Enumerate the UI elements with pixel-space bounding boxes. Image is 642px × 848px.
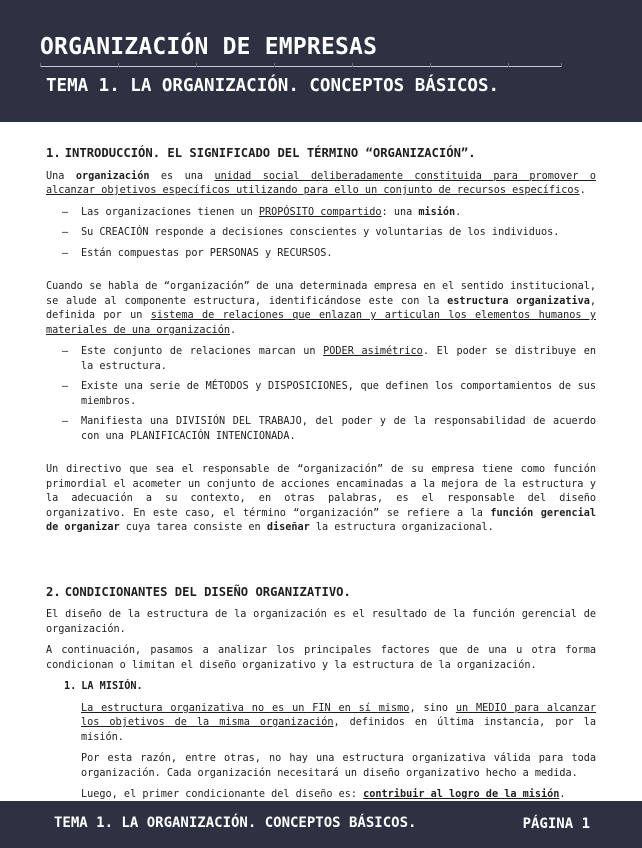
chapter-title: TEMA 1. LA ORGANIZACIÓN. CONCEPTOS BÁSICOS. (46, 76, 500, 96)
bold-text: estructura organizativa (447, 295, 590, 307)
section-2-heading (46, 585, 596, 600)
text-run: Este conjunto de relaciones marcan un (81, 346, 324, 357)
text-run: . (230, 324, 237, 336)
underlined-text: PROPÓSITO compartido (258, 206, 382, 218)
section-1-paragraph-1 (46, 170, 596, 199)
text-run: Luego, el primer condicionante del diseño es: (81, 789, 364, 800)
text-run: . (579, 185, 586, 196)
underlined-text: PODER asimétrico (323, 346, 423, 357)
page-number: PÁGINA 1 (522, 816, 590, 832)
spacer (46, 543, 596, 585)
footer-chapter-title: TEMA 1. LA ORGANIZACIÓN. CONCEPTOS BÁSICOS. (54, 815, 417, 831)
section-1-paragraph-2 (46, 280, 596, 338)
bullet-list-1 (46, 206, 596, 262)
text-run: . (455, 206, 462, 218)
bold-text: función gerencial de organizar (46, 507, 596, 533)
mission-paragraph-1 (81, 702, 596, 746)
underlined-text: La estructura organizativa no es un FIN en sí mismo (81, 702, 410, 714)
list-item: – Están compuestas por PERSONAS y RECURSOS. (46, 247, 596, 262)
text-run: : una (381, 206, 419, 218)
text-run: es una (149, 170, 215, 182)
text-run: Las organizaciones tienen un (81, 206, 259, 218)
section-1-title: INTRODUCCIÓN. EL SIGNIFICADO DEL TÉRMINO “ORGANIZACIÓN”. (64, 146, 476, 160)
bold-underlined-text: contribuir al logro de la misión (363, 789, 560, 800)
page-footer (0, 801, 642, 848)
underlined-text: sistema de relaciones que enlazan y articulan los elementos humanos y materiales de una organización (46, 310, 596, 336)
section-1-paragraph-3 (46, 463, 596, 536)
list-item (46, 206, 596, 221)
mission-paragraph-2: Por esta razón, entre otras, no hay una estructura organizativa válida para toda organización. Cada organización necesitará un diseño organizativo hecho a medida. (81, 753, 596, 779)
section-2-number: 2. (46, 584, 61, 599)
text-run: . (559, 789, 566, 800)
section-1-number: 1. (46, 146, 61, 160)
numbered-item-number: 1. (64, 681, 77, 692)
section-2-paragraph-2: A continuación, pasamos a analizar los principales factores que de una u otra forma condicionan o limitan el diseño organizativo y la estructura de la organización. (46, 645, 596, 671)
document-body (46, 146, 596, 810)
header-divider-ticks (40, 63, 562, 67)
underlined-text: un MEDIO para alcanzar los objetivos de la misma organización (81, 702, 597, 728)
text-run: , definida por un (46, 295, 597, 321)
text-run: , sino (409, 702, 456, 714)
spacer (46, 452, 596, 463)
text-run: , definidos en última instancia, por la misión. (81, 717, 597, 743)
section-2-title: CONDICIONANTES DEL DISEÑO ORGANIZATIVO. (64, 584, 351, 599)
page-header (0, 0, 642, 122)
text-run: Un directivo que sea el responsable de “organización” de su empresa tiene como función primordial el acometer un conjunto de acciones encaminadas a la mejora de la estructura y la adecuación a su contexto, en otras palabras, es el responsable del diseño organizativo. En este caso, el término “organización” se refiere a la (46, 464, 596, 519)
list-item: – Existe una serie de MÉTODOS y DISPOSICIONES, que definen los comportamientos de sus miembros. (46, 380, 596, 409)
bullet-list-2 (46, 345, 596, 444)
list-item (46, 345, 596, 374)
underlined-text: unidad social deliberadamente constituida para promover o alcanzar objetivos específicos utilizando para ello un conjunto de recursos específicos (46, 170, 596, 196)
text-run: la estructura organizacional. (309, 522, 494, 533)
numbered-item-body (81, 702, 596, 803)
numbered-item-heading (64, 680, 596, 695)
document-title: ORGANIZACIÓN DE EMPRESAS (40, 34, 378, 60)
text-run: cuya tarea consiste en (119, 522, 267, 533)
text-run: Una (46, 170, 76, 182)
bold-text: diseñar (266, 522, 310, 533)
list-item: – Manifiesta una DIVISIÓN DEL TRABAJO, del poder y de la responsabilidad de acuerdo con una PLANIFICACIÓN INTENCIONADA. (46, 415, 596, 444)
numbered-item-title: LA MISIÓN. (81, 681, 143, 692)
numbered-item-mission (64, 680, 596, 803)
spacer (46, 269, 596, 280)
text-run: Cuando se habla de “organización” de una determinada empresa en el sentido institucional, se alude al componente estructura, identificándose este con la (46, 281, 596, 307)
list-item: – Su CREACIÓN responde a decisiones conscientes y voluntarias de los individuos. (46, 226, 596, 241)
section-1-heading (46, 146, 596, 161)
text-run: . El poder se distribuye en la estructura. (81, 346, 596, 372)
bold-text: organización (75, 170, 150, 182)
bold-text: misión (418, 206, 456, 218)
section-2-paragraph-1: El diseño de la estructura de la organización es el resultado de la función gerencial de organización. (46, 609, 596, 635)
